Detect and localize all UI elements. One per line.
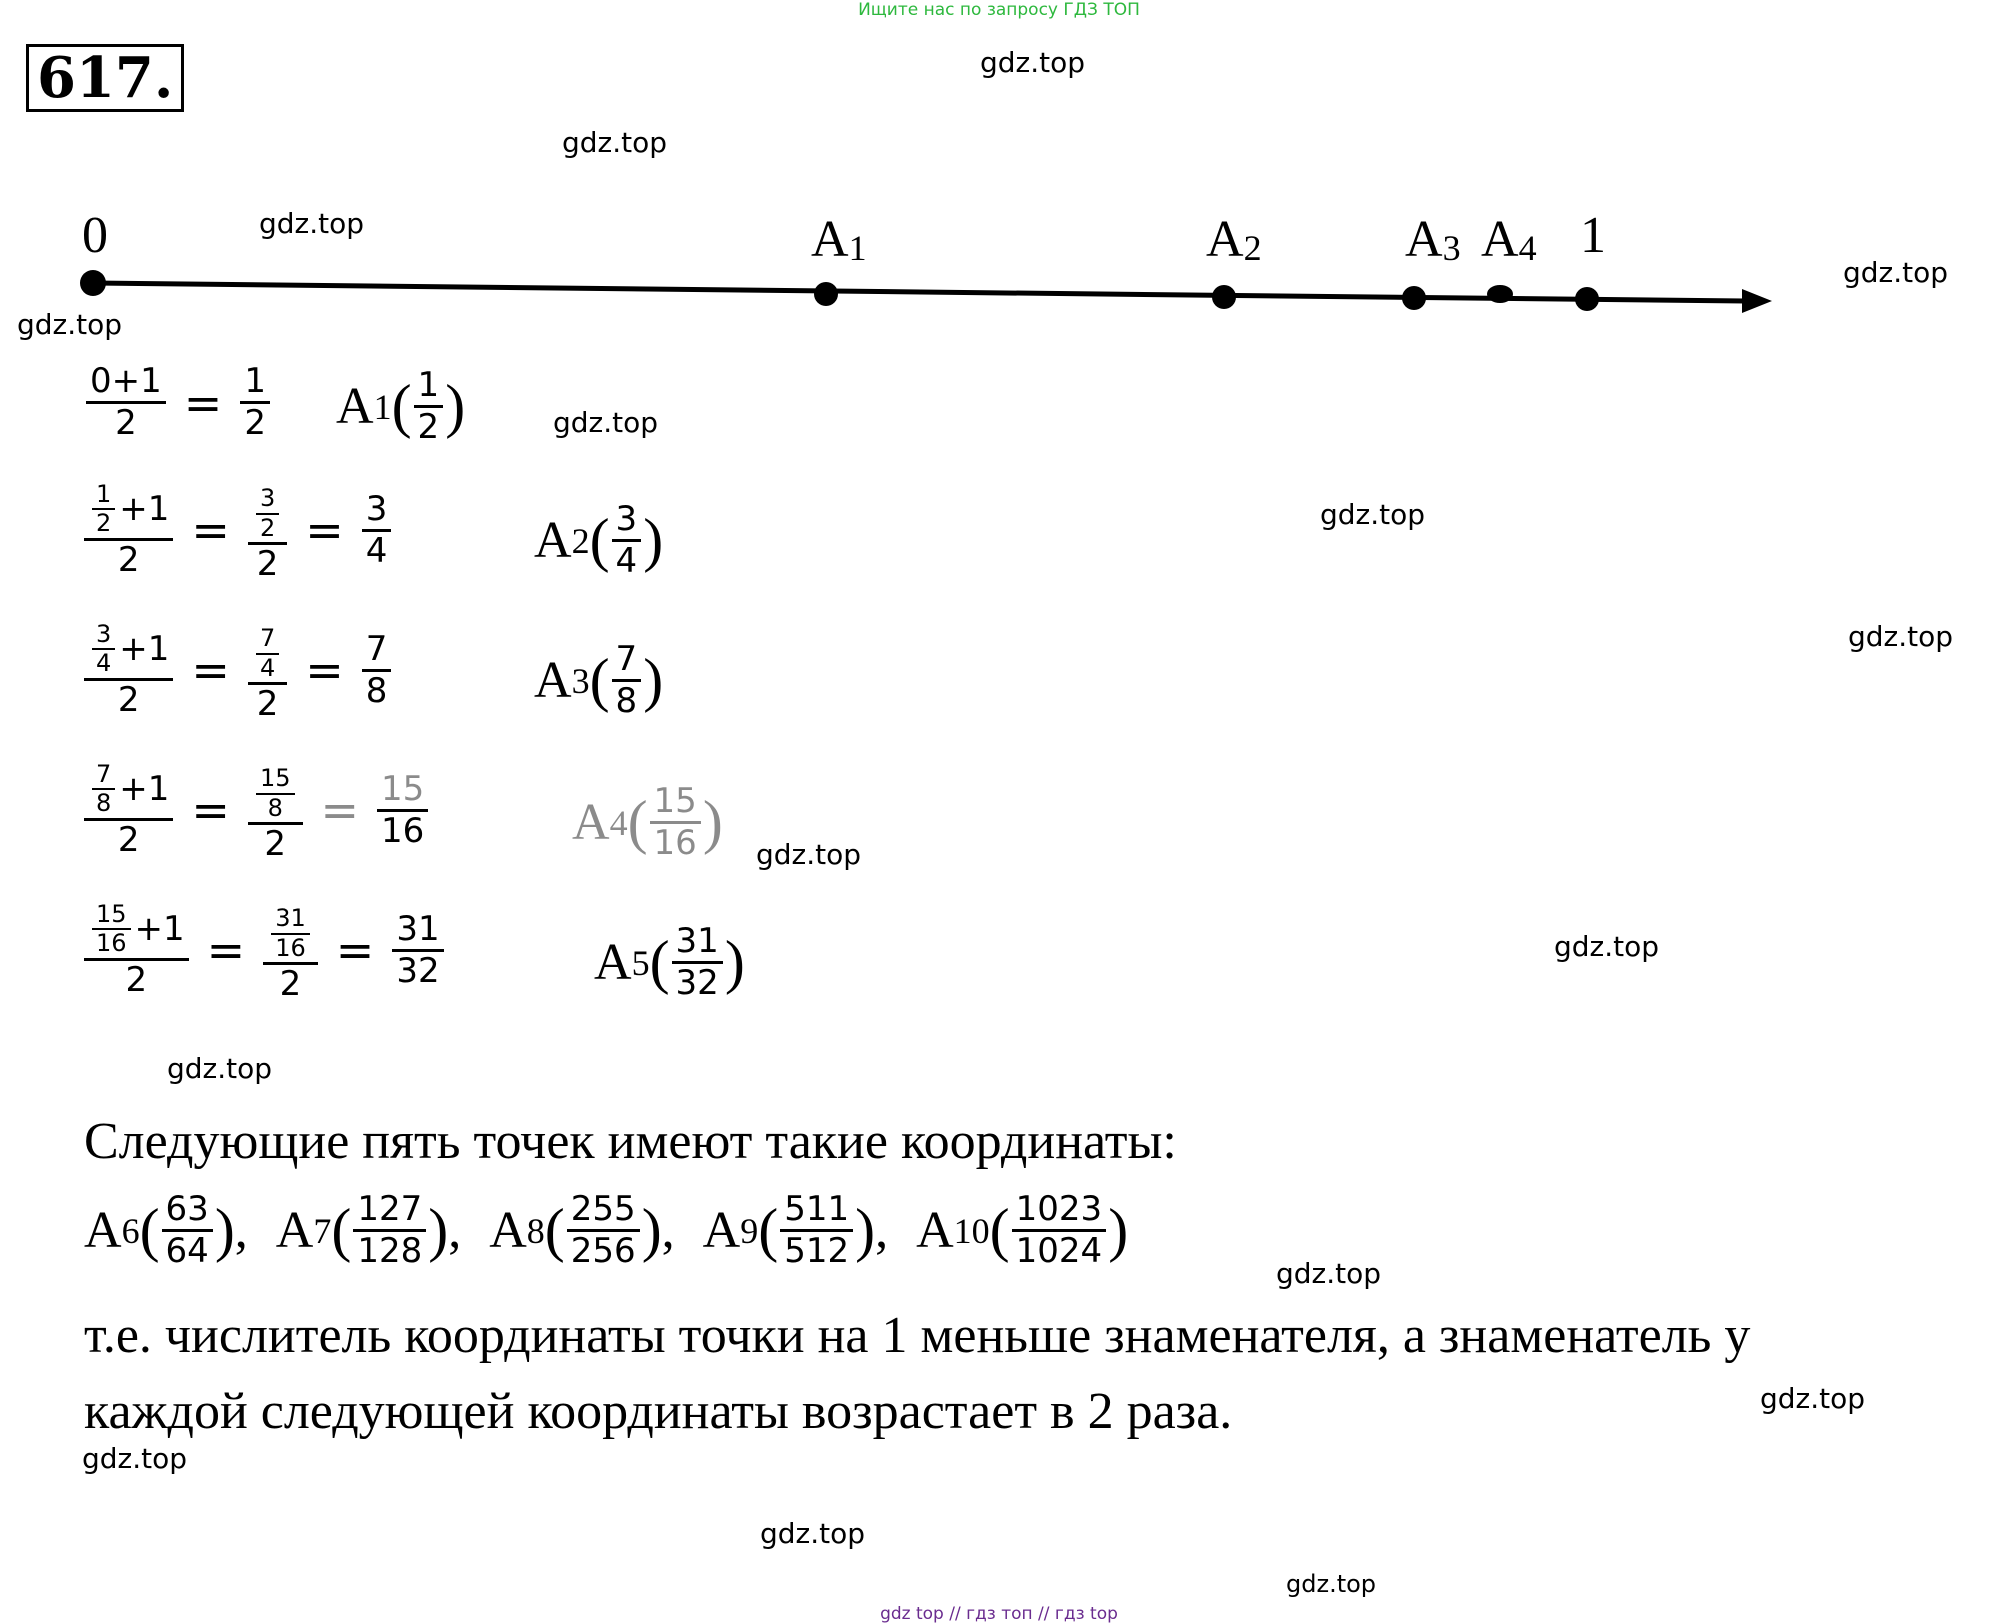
watermark: gdz.top [1848, 620, 1954, 653]
step-1-point: A 1 ( $\frac{1}{2}$ ) [336, 365, 466, 448]
problem-number: 617. [26, 44, 184, 112]
step-4-result-fraction: $\frac{15}{16}$ [377, 770, 428, 851]
point-a10: A 10 ( $\frac{1023}{1024}$ ) [916, 1189, 1129, 1272]
end-dot [1575, 287, 1599, 311]
step-3-equation: $\frac{3}{4}$ +1 2 = $\frac{\frac{7}{4}}{2}$ = $\frac{7}{8}$ [80, 616, 395, 724]
axis-origin-label: 0 [82, 207, 108, 264]
equals-sign: = [183, 375, 223, 430]
origin-dot [80, 270, 106, 296]
axis-point-a1-label: $A_1$ [811, 211, 867, 268]
step-4-lhs-fraction: $\frac{7}{8}$ +1 2 [84, 761, 173, 860]
next-points-row [84, 1190, 1128, 1271]
axis-end-label: 1 [1580, 207, 1606, 264]
watermark: gdz.top [17, 308, 123, 341]
point-a7: A 7 ( $\frac{127}{128}$ ) , [275, 1189, 462, 1272]
point-a4-dot [1487, 285, 1513, 303]
footer-links[interactable]: gdz top // гдз топ // гдз top [880, 1604, 1118, 1624]
point-a2-dot [1212, 285, 1236, 309]
step-3-lhs-fraction: $\frac{3}{4}$ +1 2 [84, 621, 173, 720]
watermark: gdz.top [1286, 1570, 1377, 1598]
watermark: gdz.top [82, 1442, 188, 1475]
axis-point-a2-label: $A_2$ [1206, 211, 1262, 268]
next-points-intro: Следующие пять точек имеют такие координаты: [84, 1113, 1177, 1170]
watermark: gdz.top [1760, 1382, 1866, 1415]
axis-point-a4-label: $A_4$ [1481, 211, 1537, 268]
step-1-equation [82, 362, 274, 443]
point-a8: A 8 ( $\frac{255}{256}$ ) , [489, 1189, 675, 1272]
watermark: gdz.top [1843, 256, 1949, 289]
step-2-equation: $\frac{1}{2}$ +1 2 = $\frac{\frac{3}{2}}{2}$ = $\frac{3}{4}$ [80, 476, 395, 584]
step-4-equation: $\frac{7}{8}$ +1 2 = $\frac{\frac{15}{8}}{2}$ = $\frac{15}{16}$ [80, 756, 432, 864]
step-2-lhs-fraction: $\frac{1}{2}$ +1 2 [84, 481, 173, 580]
step-2-result-fraction: $\frac{3}{4}$ [362, 490, 392, 571]
watermark: gdz.top [1554, 930, 1660, 963]
step-3-middle-fraction: $\frac{\frac{7}{4}}{2}$ [248, 616, 287, 724]
step-5-lhs-fraction: $\frac{15}{16}$ +1 2 [84, 901, 189, 1000]
watermark: gdz.top [259, 207, 365, 240]
watermark: gdz.top [1320, 498, 1426, 531]
watermark: gdz.top [1276, 1257, 1382, 1290]
step-2-point: A 2 ( $\frac{3}{4}$ ) [534, 499, 664, 582]
step-3-result-fraction: $\frac{7}{8}$ [362, 630, 392, 711]
axis-point-a3-label: $A_3$ [1405, 211, 1461, 268]
point-a9: A 9 ( $\frac{511}{512}$ ) , [702, 1189, 889, 1272]
step-5-equation: $\frac{15}{16}$ +1 2 = $\frac{\frac{31}{16}}{2}$ = $\frac{31}{32}$ [80, 896, 448, 1004]
step-1-lhs-fraction: $\frac{0+1}{2}$ [86, 362, 166, 443]
step-4-point: A 4 ( $\frac{15}{16}$ ) [572, 781, 723, 864]
step-5-middle-fraction: $\frac{\frac{31}{16}}{2}$ [263, 896, 318, 1004]
step-1-result-fraction: $\frac{1}{2}$ [240, 362, 270, 443]
point-a6: A 6 ( $\frac{63}{64}$ ) , [84, 1189, 248, 1272]
step-5-result-fraction: $\frac{31}{32}$ [392, 910, 443, 991]
step-5-point: A 5 ( $\frac{31}{32}$ ) [594, 921, 745, 1004]
axis-arrow [1742, 289, 1772, 313]
point-a3-dot [1402, 286, 1426, 310]
watermark: gdz.top [562, 126, 668, 159]
top-banner-link[interactable]: Ищите нас по запросу ГДЗ ТОП [858, 0, 1140, 20]
point-a1-dot [814, 282, 838, 306]
step-3-point: A 3 ( $\frac{7}{8}$ ) [534, 639, 664, 722]
watermark: gdz.top [167, 1052, 273, 1085]
step-4-middle-fraction: $\frac{\frac{15}{8}}{2}$ [248, 756, 303, 864]
watermark: gdz.top [553, 406, 659, 439]
watermark: gdz.top [980, 46, 1086, 79]
conclusion-line-1: т.е. числитель координаты точки на 1 меньше знаменателя, а знаменатель у [84, 1307, 1751, 1364]
watermark: gdz.top [760, 1517, 866, 1550]
step-2-middle-fraction: $\frac{\frac{3}{2}}{2}$ [248, 476, 287, 584]
watermark: gdz.top [756, 838, 862, 871]
conclusion-line-2: каждой следующей координаты возрастает в 2 раза. [84, 1383, 1233, 1440]
